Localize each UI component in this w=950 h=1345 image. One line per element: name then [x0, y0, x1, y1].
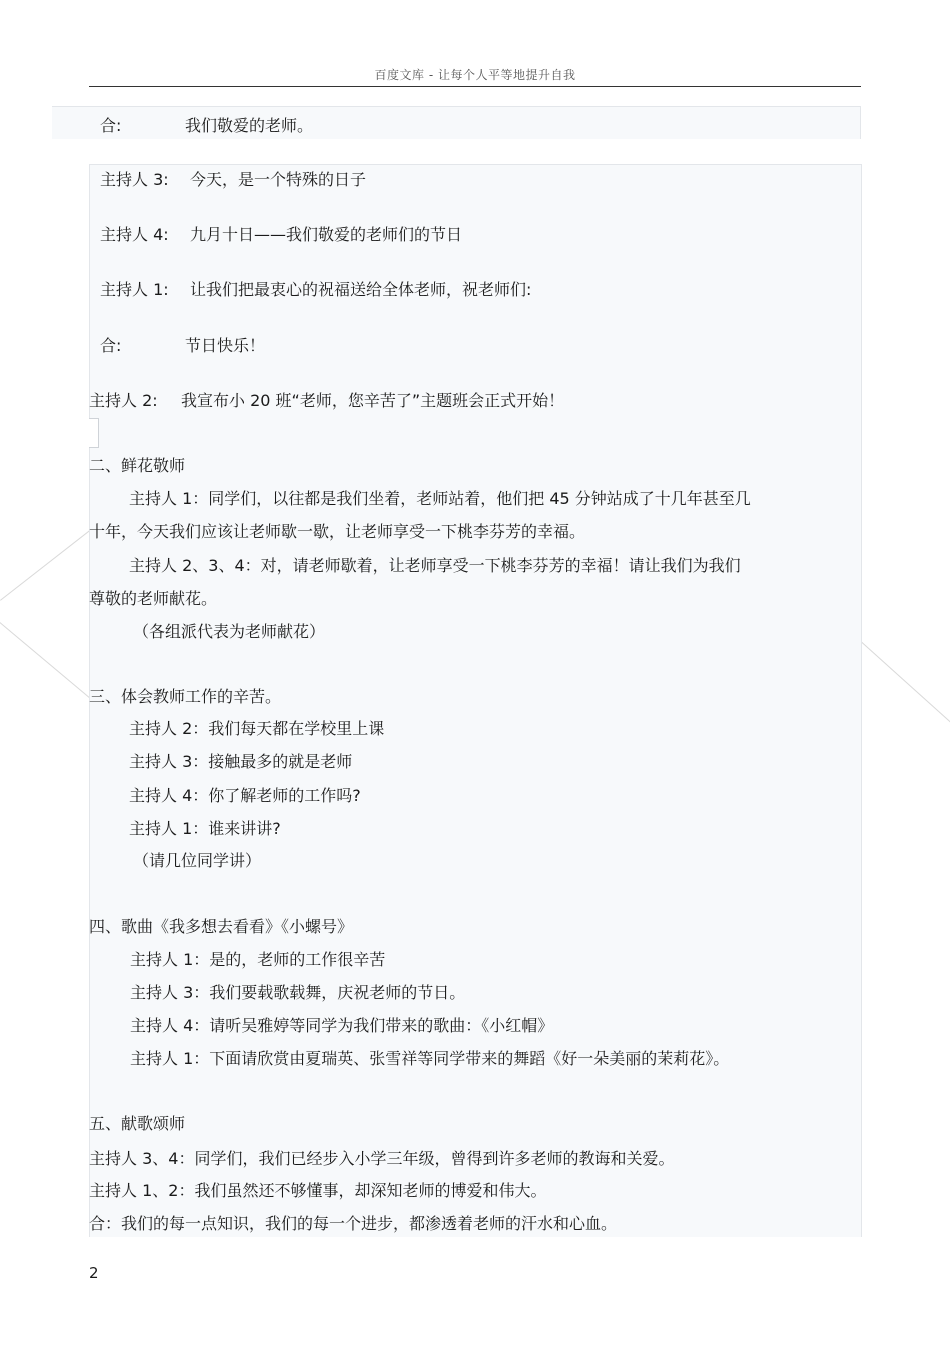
stage-note: （请几位同学讲） — [133, 851, 262, 870]
dialogue-line: 我们敬爱的老师。 — [185, 116, 314, 135]
dialogue-line: 主持人 4：你了解老师的工作吗? — [129, 786, 361, 805]
dialogue-line: 我宣布小 20 班“老师，您辛苦了”主题班会正式开始！ — [181, 391, 565, 410]
box-marker — [89, 418, 99, 448]
dialogue-line: 让我们把最衷心的祝福送给全体老师，祝老师们: — [190, 280, 532, 299]
page-number: 2 — [89, 1264, 99, 1282]
speaker-label: 合: — [100, 116, 122, 135]
dialogue-line: 合：我们的每一点知识，我们的每一个进步，都渗透着老师的汗水和心血。 — [89, 1214, 618, 1233]
top-text-box — [52, 106, 861, 139]
speaker-label: 主持人 4: — [100, 225, 169, 244]
paragraph-line: 主持人 1：同学们，以往都是我们坐着，老师站着，他们把 45 分钟站成了十几年甚至几 — [129, 489, 751, 508]
dialogue-line: 主持人 2：我们每天都在学校里上课 — [129, 719, 385, 738]
dialogue-line: 主持人 3：接触最多的就是老师 — [129, 752, 353, 771]
dialogue-line: 主持人 1：下面请欣赏由夏瑞英、张雪祥等同学带来的舞蹈《好一朵美丽的茉莉花》。 — [130, 1049, 730, 1068]
paragraph-line: 尊敬的老师献花。 — [89, 589, 218, 608]
paragraph-line: 主持人 2、3、4：对，请老师歇着，让老师享受一下桃李芬芳的幸福！请让我们为我们 — [129, 556, 741, 575]
dialogue-line: 主持人 3：我们要载歌载舞，庆祝老师的节日。 — [130, 983, 466, 1002]
paragraph-line: 十年，今天我们应该让老师歇一歇，让老师享受一下桃李芬芳的幸福。 — [89, 522, 586, 541]
dialogue-line: 九月十日——我们敬爱的老师们的节日 — [190, 225, 463, 244]
header-rule — [89, 86, 861, 87]
speaker-label: 主持人 2: — [89, 391, 158, 410]
section-title: 三、体会教师工作的辛苦。 — [89, 687, 282, 706]
stage-note: （各组派代表为老师献花） — [133, 622, 326, 641]
section-title: 四、歌曲《我多想去看看》《小螺号》 — [89, 917, 354, 936]
background-diagonal-line — [859, 640, 950, 734]
speaker-label: 合: — [100, 336, 122, 355]
dialogue-line: 节日快乐！ — [185, 336, 266, 355]
dialogue-line: 今天，是一个特殊的日子 — [190, 170, 367, 189]
dialogue-line: 主持人 1、2：我们虽然还不够懂事，却深知老师的博爱和伟大。 — [89, 1181, 547, 1200]
speaker-label: 主持人 1: — [100, 280, 169, 299]
dialogue-line: 主持人 1：谁来讲讲? — [129, 819, 281, 838]
dialogue-line: 主持人 4：请听吴雅婷等同学为我们带来的歌曲：《小红帽》 — [130, 1016, 554, 1035]
speaker-label: 主持人 3: — [100, 170, 169, 189]
page-header: 百度文库 - 让每个人平等地提升自我 — [374, 68, 576, 82]
section-title: 五、献歌颂师 — [89, 1114, 186, 1133]
dialogue-line: 主持人 1：是的，老师的工作很辛苦 — [130, 950, 386, 969]
background-diagonal-line — [0, 622, 92, 700]
section-title: 二、鲜花敬师 — [89, 456, 186, 475]
dialogue-line: 主持人 3、4：同学们，我们已经步入小学三年级，曾得到许多老师的教诲和关爱。 — [89, 1149, 675, 1168]
